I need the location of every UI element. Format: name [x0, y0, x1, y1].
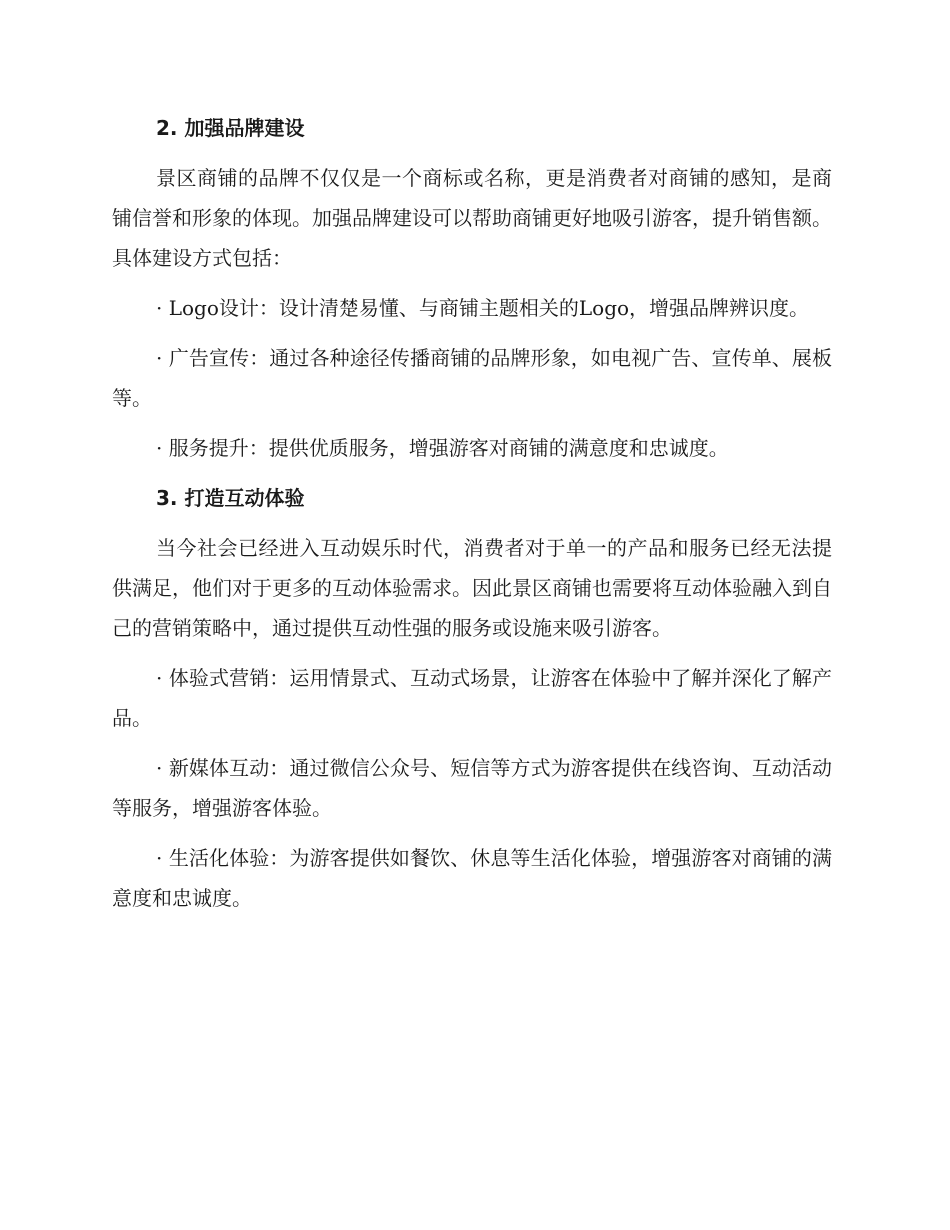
section-heading-interactive: 3. 打造互动体验	[156, 486, 305, 510]
bullet-advertising: · 广告宣传：通过各种途径传播商铺的品牌形象，如电视广告、宣传单、展板等。	[112, 346, 832, 410]
section-intro-brand: 景区商铺的品牌不仅仅是一个商标或名称，更是消费者对商铺的感知，是商铺信誉和形象的体现。加强品牌建设可以帮助商铺更好地吸引游客，提升销售额。具体建设方式包括：	[112, 166, 832, 270]
bullet-logo-design: · Logo设计：设计清楚易懂、与商铺主题相关的Logo，增强品牌辨识度。	[156, 296, 810, 320]
bullet-experiential-marketing: · 体验式营销：运用情景式、互动式场景，让游客在体验中了解并深化了解产品。	[112, 666, 832, 730]
bullet-lifestyle-experience: · 生活化体验：为游客提供如餐饮、休息等生活化体验，增强游客对商铺的满意度和忠诚度。	[112, 846, 832, 910]
bullet-new-media: · 新媒体互动：通过微信公众号、短信等方式为游客提供在线咨询、互动活动等服务，增强游客体验。	[112, 756, 832, 820]
section-heading-brand: 2. 加强品牌建设	[156, 116, 305, 140]
document-body	[112, 108, 832, 918]
bullet-service-upgrade: · 服务提升：提供优质服务，增强游客对商铺的满意度和忠诚度。	[156, 436, 729, 460]
section-intro-interactive: 当今社会已经进入互动娱乐时代，消费者对于单一的产品和服务已经无法提供满足，他们对于更多的互动体验需求。因此景区商铺也需要将互动体验融入到自己的营销策略中，通过提供互动性强的服务或设施来吸引游客。	[112, 536, 832, 640]
